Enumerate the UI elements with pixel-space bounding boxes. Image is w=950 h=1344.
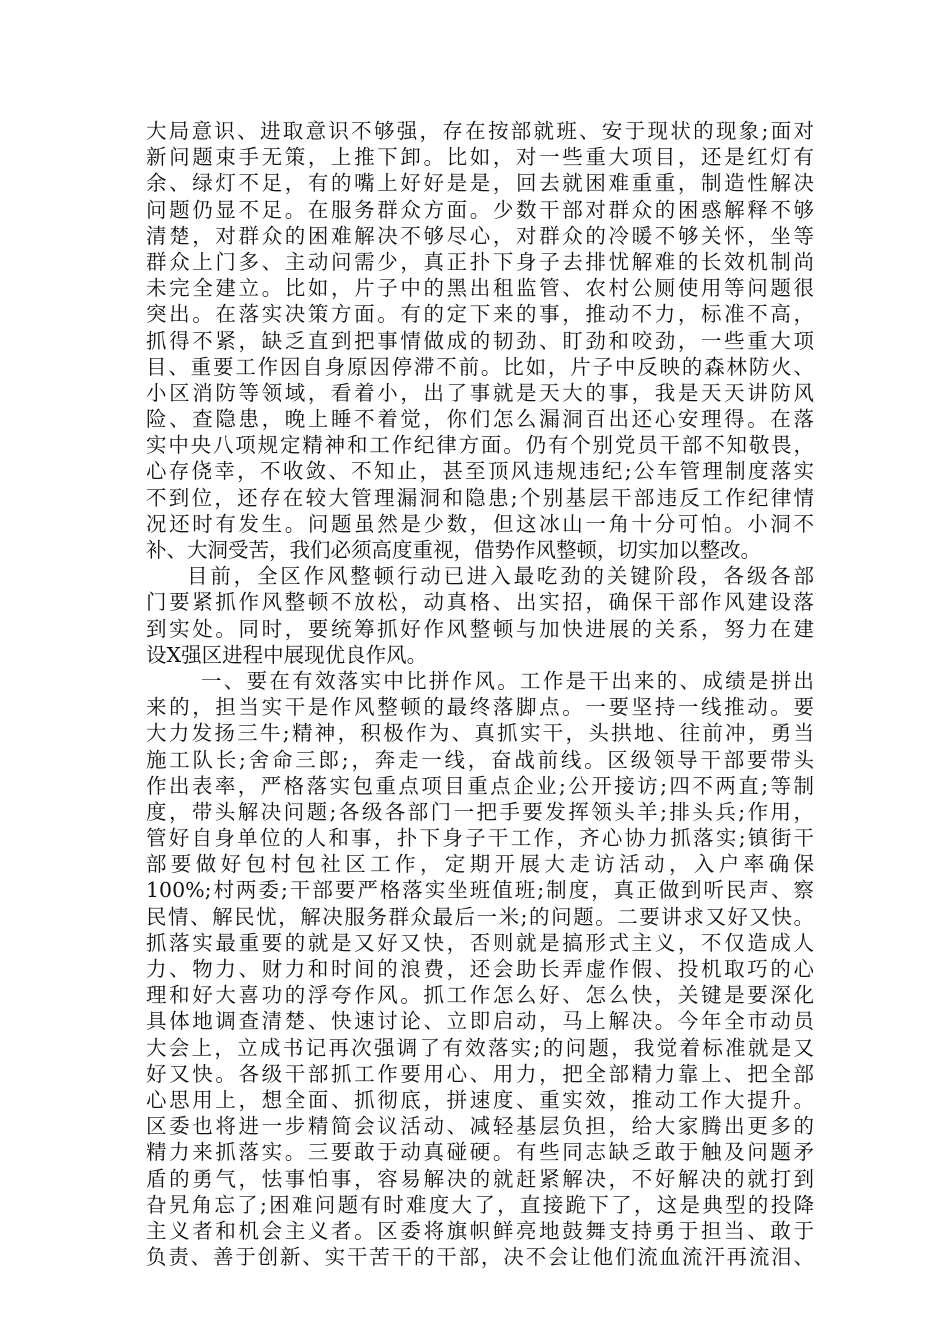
text-line: 目、重要工作因自身原因停滞不前。比如，片子中反映的森林防火、 [146, 354, 814, 379]
text-line: 管好自身单位的人和事，扑下身子干工作，齐心协力抓落实;镇街干 [146, 826, 814, 851]
text-line: 设X强区进程中展现优良作风。 [146, 642, 428, 667]
text-line: 补、大洞受苦，我们必须高度重视，借势作风整顿，切实加以整改。 [146, 538, 761, 562]
text-line: 抓落实最重要的就是又好又快，否则就是搞形式主义，不仅造成人 [146, 930, 814, 955]
text-line: 精力来抓落实。三要敢于动真碰硬。有些同志缺乏敢于触及问题矛 [146, 1140, 814, 1165]
text-line: 余、绿灯不足，有的嘴上好好是是，回去就困难重重，制造性解决 [146, 171, 814, 196]
text-line: 负责、善于创新、实干苦干的干部，决不会让他们流血流汗再流泪、 [146, 1245, 814, 1270]
text-line: 实中央八项规定精神和工作纪律方面。仍有个别党员干部不知敬畏， [146, 433, 814, 458]
text-line: 大力发扬三牛;精神，积极作为、真抓实干，头拱地、往前冲，勇当 [146, 721, 814, 746]
text-line: 好又快。各级干部抓工作要用心、用力，把全部精力靠上、把全部 [146, 1061, 814, 1086]
text-line: 具体地调查清楚、快速讨论、立即启动，马上解决。今年全市动员 [146, 1009, 814, 1034]
text-line: 作出表率，严格落实包重点项目重点企业;公开接访;四不两直;等制 [146, 773, 814, 798]
text-line: 到实处。同时，要统筹抓好作风整顿与加快进展的关系，努力在建 [146, 616, 814, 641]
text-line: 新问题束手无策，上推下卸。比如，对一些重大项目，还是红灯有 [146, 145, 814, 170]
section-heading-line: 一、要在有效落实中比拼作风。工作是干出来的、成绩是拼出 [201, 668, 814, 693]
text-line: 险、查隐患，晚上睡不着觉，你们怎么漏洞百出还心安理得。在落 [146, 407, 814, 432]
text-line: 理和好大喜功的浮夸作风。抓工作怎么好、怎么快，关键是要深化 [146, 983, 814, 1008]
text-line: 清楚，对群众的困难解决不够尽心，对群众的冷暖不够关怀，坐等 [146, 223, 814, 248]
text-line: 问题仍显不足。在服务群众方面。少数干部对群众的困惑解释不够 [146, 197, 814, 222]
text-line: 施工队长;舍命三郎;，奔走一线，奋战前线。区级领导干部要带头 [146, 747, 814, 772]
text-line: 民情、解民忧，解决服务群众最后一米;的问题。二要讲求又好又快。 [146, 904, 814, 929]
text-line: 群众上门多、主动问需少，真正扑下身子去排忧解难的长效机制尚 [146, 249, 814, 274]
text-line: 突出。在落实决策方面。有的定下来的事，推动不力，标准不高， [146, 302, 814, 327]
text-line: 抓得不紧，缺乏直到把事情做成的韧劲、盯劲和咬劲，一些重大项 [146, 328, 814, 353]
text-line: 心思用上，想全面、抓彻底，拼速度、重实效，推动工作大提升。 [146, 1087, 814, 1112]
text-line: 不到位，还存在较大管理漏洞和隐患;个别基层干部违反工作纪律情 [146, 485, 814, 510]
document-body [146, 118, 814, 1270]
text-line: 门要紧抓作风整顿不放松，动真格、出实招，确保干部作风建设落 [146, 590, 814, 615]
text-line: 100%;村两委;干部要严格落实坐班值班;制度，真正做到听民声、察 [146, 878, 814, 903]
text-line: 大会上，立成书记再次强调了有效落实;的问题，我觉着标准就是又 [146, 1035, 814, 1060]
text-line: 大局意识、进取意识不够强，存在按部就班、安于现状的现象;面对 [146, 119, 814, 143]
text-line: 盾的勇气，怯事怕事，容易解决的就赶紧解决，不好解决的就打到 [146, 1166, 814, 1191]
text-line: 区委也将进一步精简会议活动、减轻基层负担，给大家腾出更多的 [146, 1114, 814, 1139]
text-line: 部要做好包村包社区工作，定期开展大走访活动，入户率确保 [146, 852, 814, 877]
text-line: 心存侥幸，不收敛、不知止，甚至顶风违规违纪;公车管理制度落实 [146, 459, 814, 484]
text-line: 小区消防等领域，看着小，出了事就是天大的事，我是天天讲防风 [146, 380, 814, 405]
text-line: 未完全建立。比如，片子中的黑出租监管、农村公厕使用等问题很 [146, 276, 814, 301]
text-line: 力、物力、财力和时间的浪费，还会助长弄虚作假、投机取巧的心 [146, 957, 814, 981]
text-line: 主义者和机会主义者。区委将旗帜鲜亮地鼓舞支持勇于担当、敢于 [146, 1218, 814, 1243]
text-line: 况还时有发生。问题虽然是少数，但这冰山一角十分可怕。小洞不 [146, 511, 814, 536]
text-line: 旮旯角忘了;困难问题有时难度大了，直接跪下了，这是典型的投降 [146, 1192, 814, 1217]
text-line: 度，带头解决问题;各级各部门一把手要发挥领头羊;排头兵;作用， [146, 799, 814, 824]
paragraph-first-line: 目前，全区作风整顿行动已进入最吃劲的关键阶段，各级各部 [187, 564, 814, 589]
text-line: 来的，担当实干是作风整顿的最终落脚点。一要坚持一线推动。要 [146, 695, 814, 720]
